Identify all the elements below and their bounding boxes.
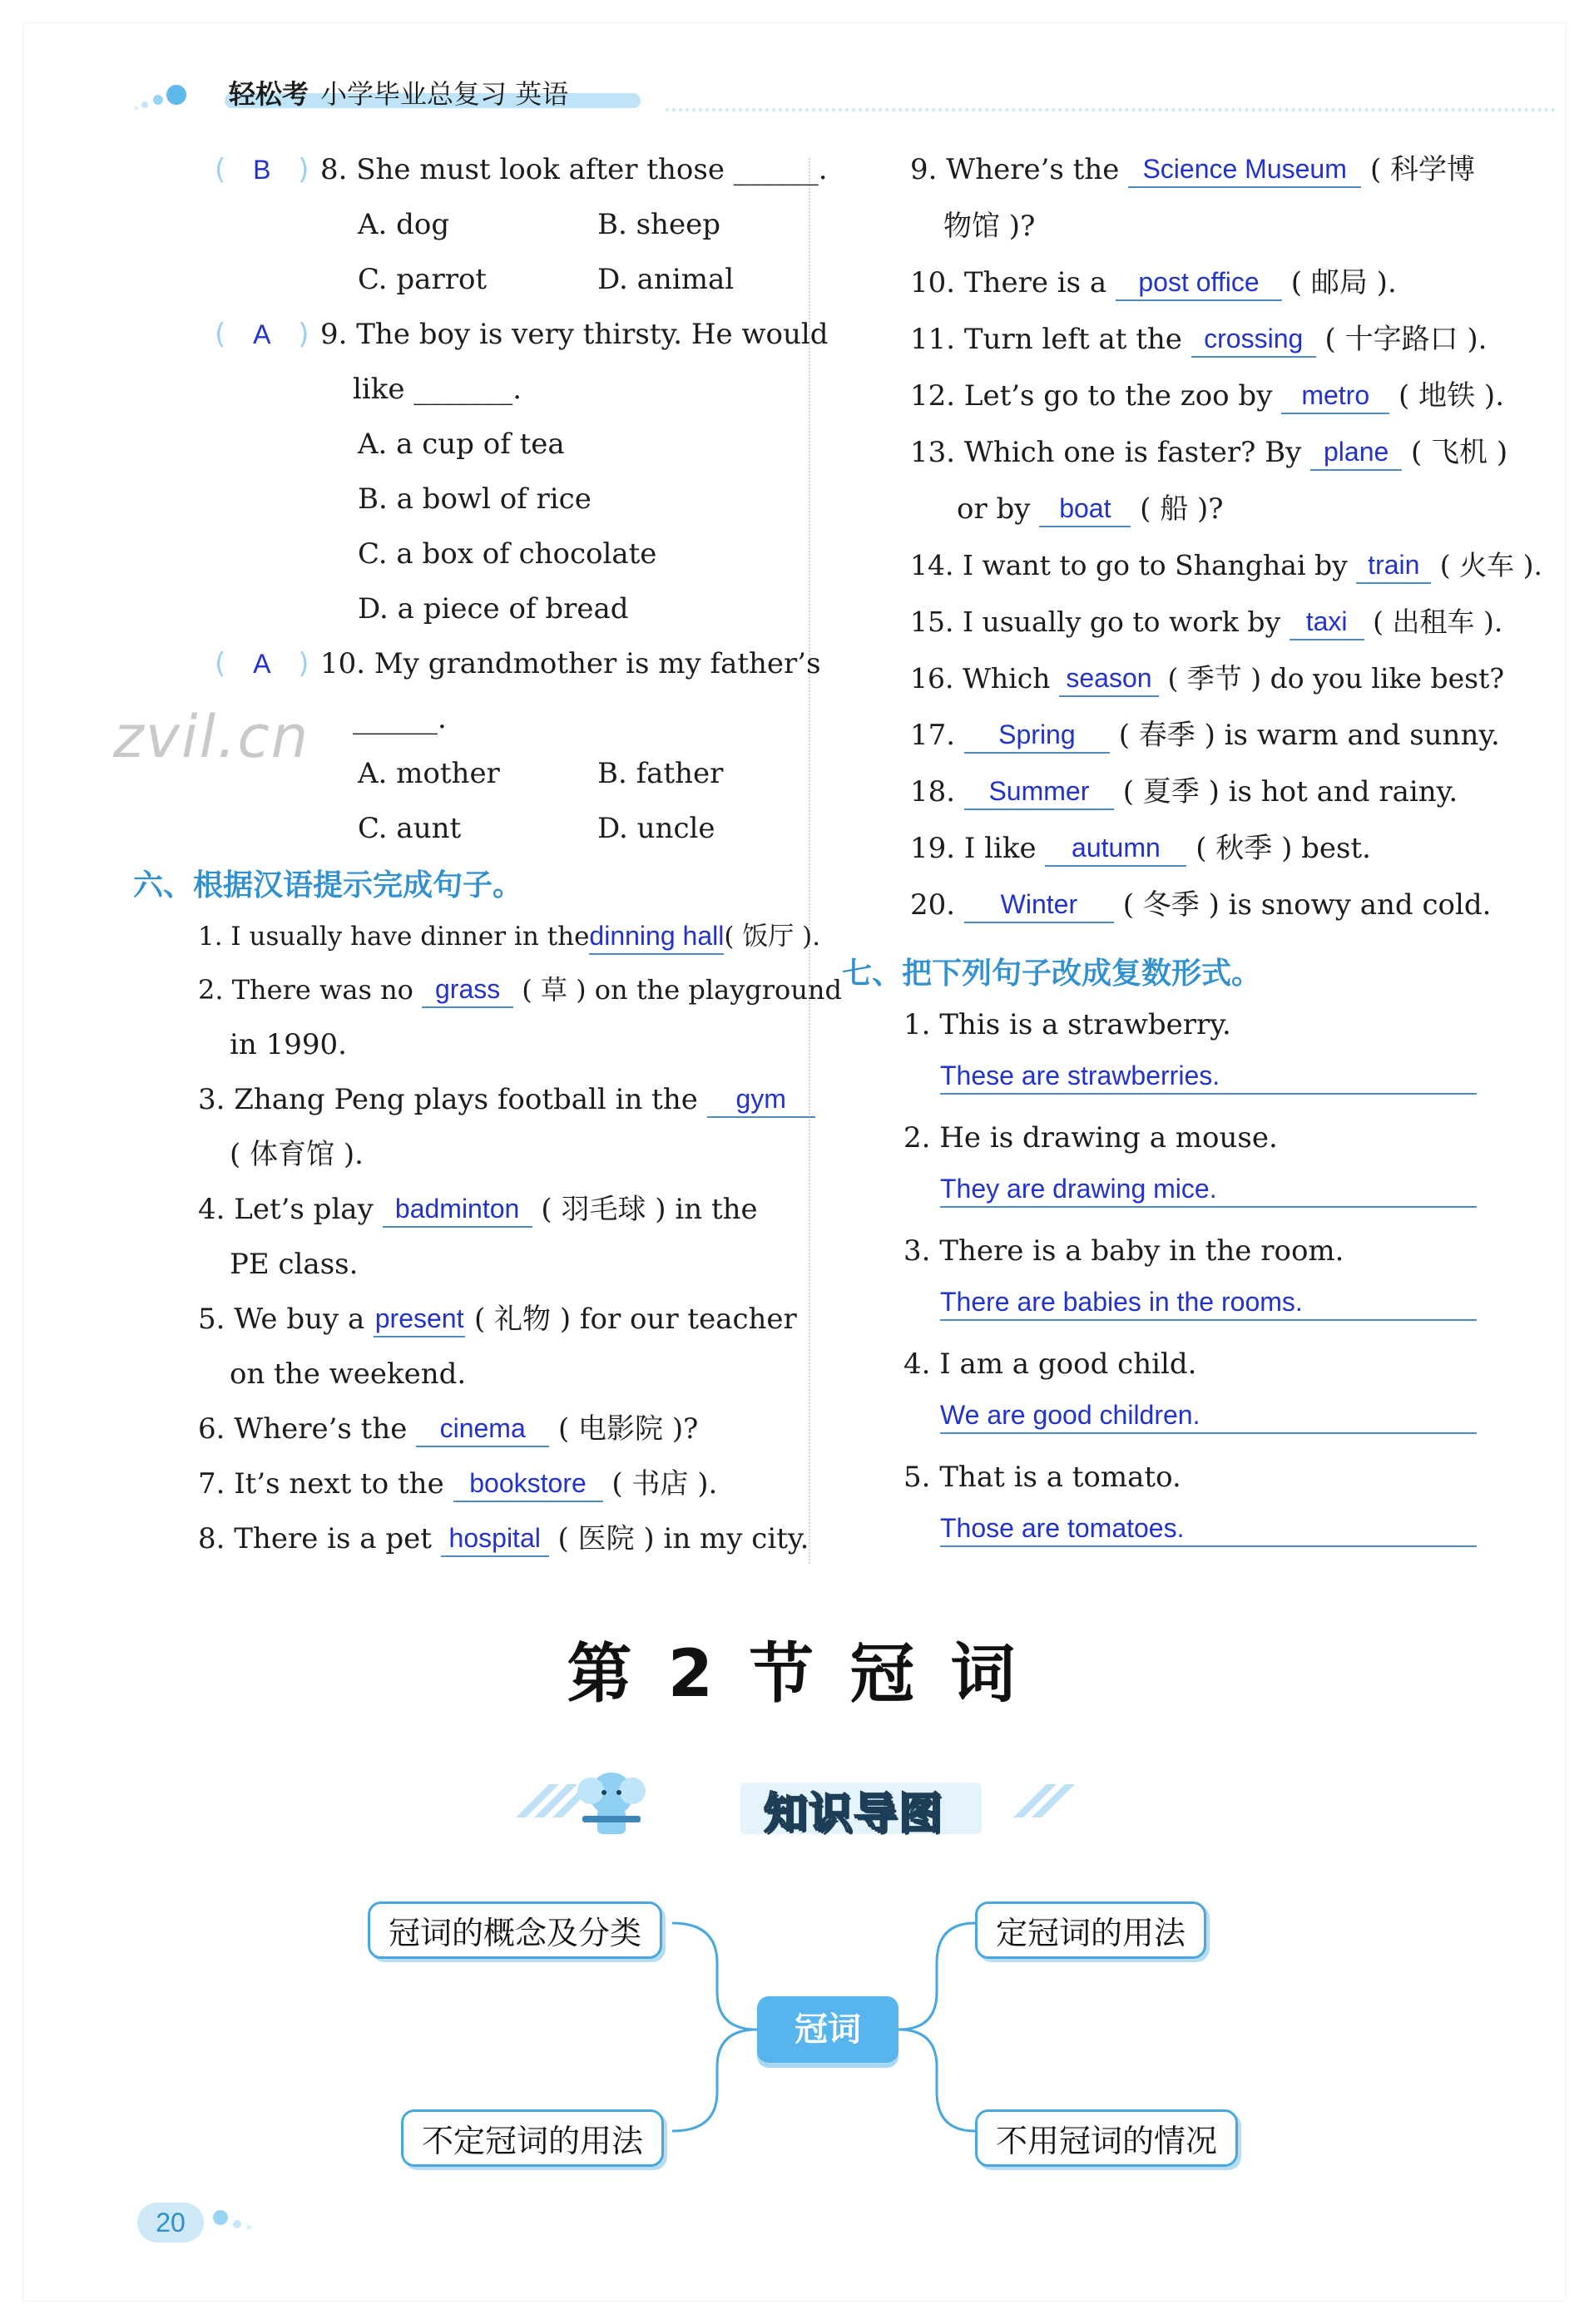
s6-item-20: 20. Winter ( 冬季 ) is snowy and cold. bbox=[910, 888, 1492, 922]
s7-answer: Those are tomatoes. bbox=[940, 1511, 1477, 1547]
s7-question: 5. That is a tomato. bbox=[903, 1461, 1181, 1494]
s7-answer: These are strawberries. bbox=[940, 1058, 1477, 1095]
s6-item-7: 7. It’s next to the bookstore ( 书店 ). bbox=[198, 1467, 718, 1501]
mc-question-text: 8. She must look after those ______. bbox=[320, 153, 828, 186]
mind-node-concept: 冠词的概念及分类 bbox=[368, 1901, 662, 1959]
s6-item-9-cont: 物馆 )? bbox=[943, 210, 1036, 243]
s6-item-13: 13. Which one is faster? By plane ( 飞机 ) bbox=[910, 436, 1508, 469]
mc-option: B. a bowl of rice bbox=[358, 482, 592, 516]
s7-question: 2. He is drawing a mouse. bbox=[903, 1121, 1278, 1155]
section-7-title: 七、把下列句子改成复数形式。 bbox=[842, 957, 1262, 991]
header-brand: 轻松考 bbox=[229, 78, 309, 110]
section-6-title: 六、根据汉语提示完成句子。 bbox=[133, 868, 523, 902]
s7-question: 3. There is a baby in the room. bbox=[903, 1234, 1344, 1268]
s6-item-14: 14. I want to go to Shanghai by train ( 火车 ). bbox=[910, 547, 1542, 584]
watermark: zvil.cn bbox=[113, 703, 310, 771]
mc-question-text: ______. bbox=[353, 702, 447, 735]
s6-item-3-cont: ( 体育馆 ). bbox=[230, 1138, 364, 1171]
s6-item-18: 18. Summer ( 夏季 ) is hot and rainy. bbox=[910, 775, 1458, 808]
header-subtitle: 小学毕业总复习 英语 bbox=[320, 78, 569, 110]
mc-option: A. a cup of tea bbox=[358, 428, 565, 461]
s7-question: 4. I am a good child. bbox=[903, 1347, 1197, 1381]
s7-answer: There are babies in the rooms. bbox=[940, 1284, 1477, 1321]
knowledge-map-title: 知识导图 bbox=[764, 1789, 944, 1839]
mind-node-center: 冠词 bbox=[757, 1996, 898, 2063]
s6-item-4-cont: PE class. bbox=[230, 1248, 359, 1281]
mc-answer: B bbox=[253, 155, 271, 185]
mc-option: A. mother bbox=[358, 757, 500, 790]
s6-item-12: 12. Let’s go to the zoo by metro ( 地铁 ). bbox=[910, 379, 1504, 413]
s6-item-3: 3. Zhang Peng plays football in the gym bbox=[198, 1081, 815, 1118]
s7-answer: We are good children. bbox=[940, 1397, 1477, 1434]
s6-item-2-cont: in 1990. bbox=[230, 1028, 347, 1061]
s6-item-10: 10. There is a post office ( 邮局 ). bbox=[910, 266, 1397, 299]
mind-node-definite: 定冠词的用法 bbox=[975, 1901, 1206, 1959]
mc-question-text: 10. My grandmother is my father’s bbox=[320, 647, 821, 680]
mc-option: D. animal bbox=[597, 263, 735, 296]
mc-option: C. a box of chocolate bbox=[358, 537, 657, 571]
lesson-title: 第 2 节 冠 词 bbox=[567, 1637, 1022, 1712]
s6-item-4: 4. Let’s play badminton ( 羽毛球 ) in the bbox=[198, 1193, 758, 1226]
mc-option: B. father bbox=[597, 757, 724, 790]
s6-item-8: 8. There is a pet hospital ( 医院 ) in my city. bbox=[198, 1522, 809, 1555]
s6-item-16: 16. Which season ( 季节 ) do you like best? bbox=[910, 660, 1504, 697]
s6-item-13-cont: or by boat ( 船 )? bbox=[957, 492, 1224, 526]
s6-item-15: 15. I usually go to work by taxi ( 出租车 ). bbox=[910, 604, 1502, 640]
s6-item-9: 9. Where’s the Science Museum ( 科学博 bbox=[910, 153, 1476, 186]
s6-item-19: 19. I like autumn ( 秋季 ) best. bbox=[910, 832, 1371, 865]
mc-option: D. a piece of bread bbox=[358, 592, 629, 626]
s7-question: 1. This is a strawberry. bbox=[903, 1008, 1231, 1041]
s6-item-5-cont: on the weekend. bbox=[230, 1357, 467, 1391]
mc-question-text: like _______. bbox=[353, 373, 522, 406]
mc-option: A. dog bbox=[358, 208, 450, 241]
page-number: 20 bbox=[137, 2203, 204, 2242]
s6-item-11: 11. Turn left at the crossing ( 十字路口 ). bbox=[910, 323, 1488, 356]
s6-item-1: 1. I usually have dinner in thedinning hall( 饭厅 ). bbox=[198, 918, 820, 955]
s7-answer: They are drawing mice. bbox=[940, 1171, 1477, 1208]
mc-option: D. uncle bbox=[597, 812, 715, 845]
mc-answer: A bbox=[253, 319, 271, 349]
s6-item-17: 17. Spring ( 春季 ) is warm and sunny. bbox=[910, 719, 1500, 752]
mc-question-text: 9. The boy is very thirsty. He would bbox=[320, 318, 829, 351]
s6-item-5: 5. We buy a present ( 礼物 ) for our teacher bbox=[198, 1303, 797, 1336]
s6-item-6: 6. Where’s the cinema ( 电影院 )? bbox=[198, 1412, 699, 1446]
mc-option: B. sheep bbox=[597, 208, 720, 241]
mind-node-no-article: 不用冠词的情况 bbox=[975, 2109, 1238, 2167]
mc-option: C. aunt bbox=[358, 812, 462, 845]
mc-answer: A bbox=[253, 649, 271, 679]
mc-option: C. parrot bbox=[358, 263, 488, 296]
mind-node-indefinite: 不定冠词的用法 bbox=[401, 2109, 664, 2167]
s6-item-2: 2. There was no grass ( 草 ) on the playground bbox=[198, 972, 842, 1008]
page-number-dots-icon bbox=[212, 2206, 270, 2239]
